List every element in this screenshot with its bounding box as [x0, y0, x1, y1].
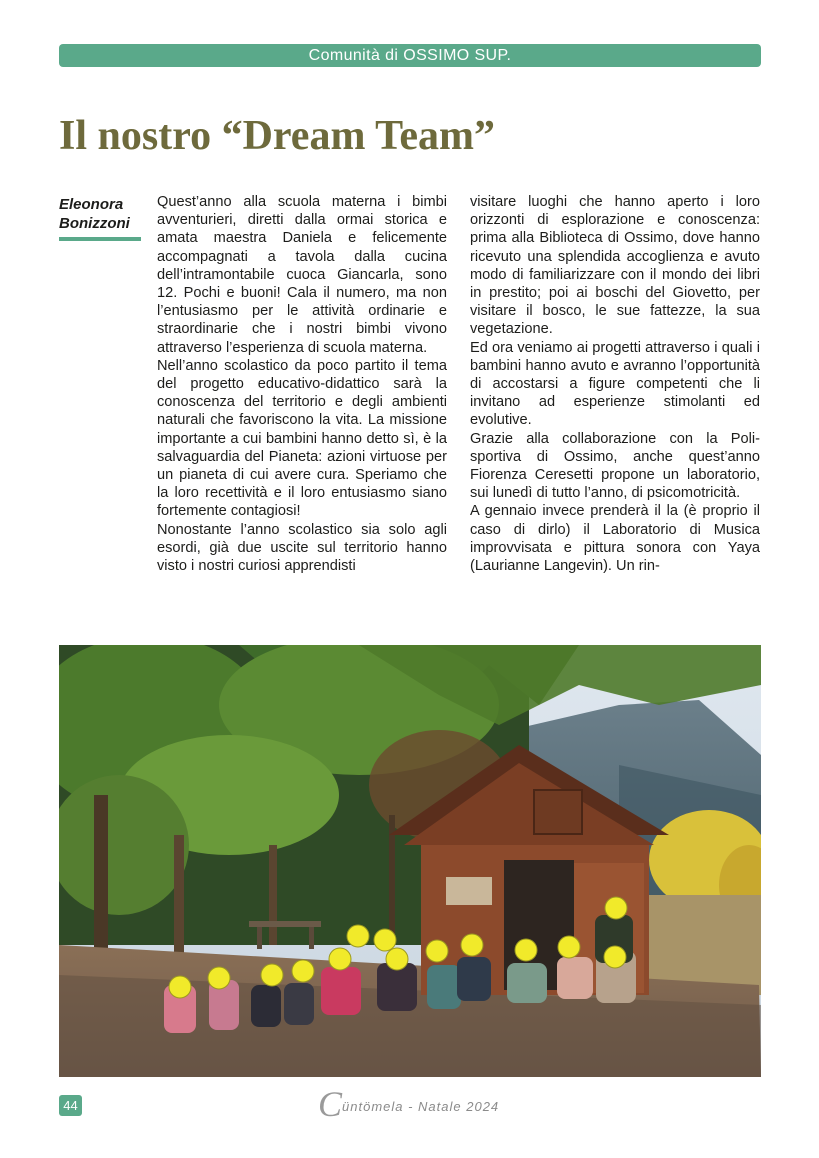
paragraph: A gennaio invece prenderà il la (è proprio il caso di dirlo) il Laboratorio di Musica improvvisata e pittura sonora con Yaya (Laurianne Langevin). Un rin-	[470, 503, 760, 575]
text-column-1	[157, 193, 447, 575]
author-last-name: Bonizzoni	[59, 215, 130, 232]
paragraph: Grazie alla collaborazione con la Polisportiva di Ossimo, anche quest’anno Fiorenza Ceresetti propone un laboratorio, sui lunedì di tutto l’anno, di psicomotricità.	[470, 430, 760, 502]
magazine-footer	[318, 1086, 499, 1122]
children-forest-hut-photo	[59, 645, 761, 1077]
paragraph: Nell’anno scolastico da poco partito il tema del progetto educativo-didattico sarà la conoscenza del territorio e degli ambienti naturali che favoriscono la vita. La missione importante a cui bambini hanno detto sì, è la salvaguardia del Pianeta: azioni virtuose per un pianeta di cui avere cura. Speriamo che la loro recettività e il loro entusiasmo siano fortemente contagiosi!	[157, 357, 447, 520]
author-first-name: Eleonora	[59, 196, 124, 213]
paragraph: Ed ora veniamo ai progetti attraverso i quali i bambini hanno avuto e avranno l’opportunità di accostarsi a figure competenti che li invitano ad esperienze stimolanti ed evolutive.	[470, 339, 760, 429]
text-column-2	[470, 193, 760, 575]
paragraph: visitare luoghi che hanno aperto i loro orizzonti di esplorazione e conoscenza: prima alla Biblioteca di Ossimo, dove hanno ricevuto una splendida accoglienza e avuto modo di familiarizzare con il mondo dei libri in prestito; poi ai boschi del Giovetto, per visitare il bosco, le sue fattezze, la sua vegetazione.	[470, 194, 760, 338]
magazine-name: üntömela - Natale 2024	[342, 1099, 500, 1114]
paragraph: Nonostante l’anno scolastico sia solo agli esordi, già due uscite sul territorio hanno visto i nostri curiosi apprendisti	[157, 521, 447, 575]
page-number: 44	[59, 1095, 82, 1116]
author-underline	[59, 237, 141, 241]
magazine-initial: C	[318, 1084, 343, 1124]
paragraph: Quest’anno alla scuola materna i bimbi avventurieri, diretti dalla ormai storica e amata maestra Daniela e felicemente accompagnati a tavola dalla cucina dell’intramontabile cuoca Giancarla, sono 12. Pochi e buoni! Cala il numero, ma non l’entusiasmo per le attività ordinarie e straordinarie che i nostri bimbi vivono attraverso l’esperienza di scuola materna.	[157, 194, 447, 356]
community-banner: Comunità di OSSIMO SUP.	[59, 44, 761, 67]
author-byline	[59, 195, 141, 233]
article-title: Il nostro “Dream Team”	[59, 113, 495, 159]
